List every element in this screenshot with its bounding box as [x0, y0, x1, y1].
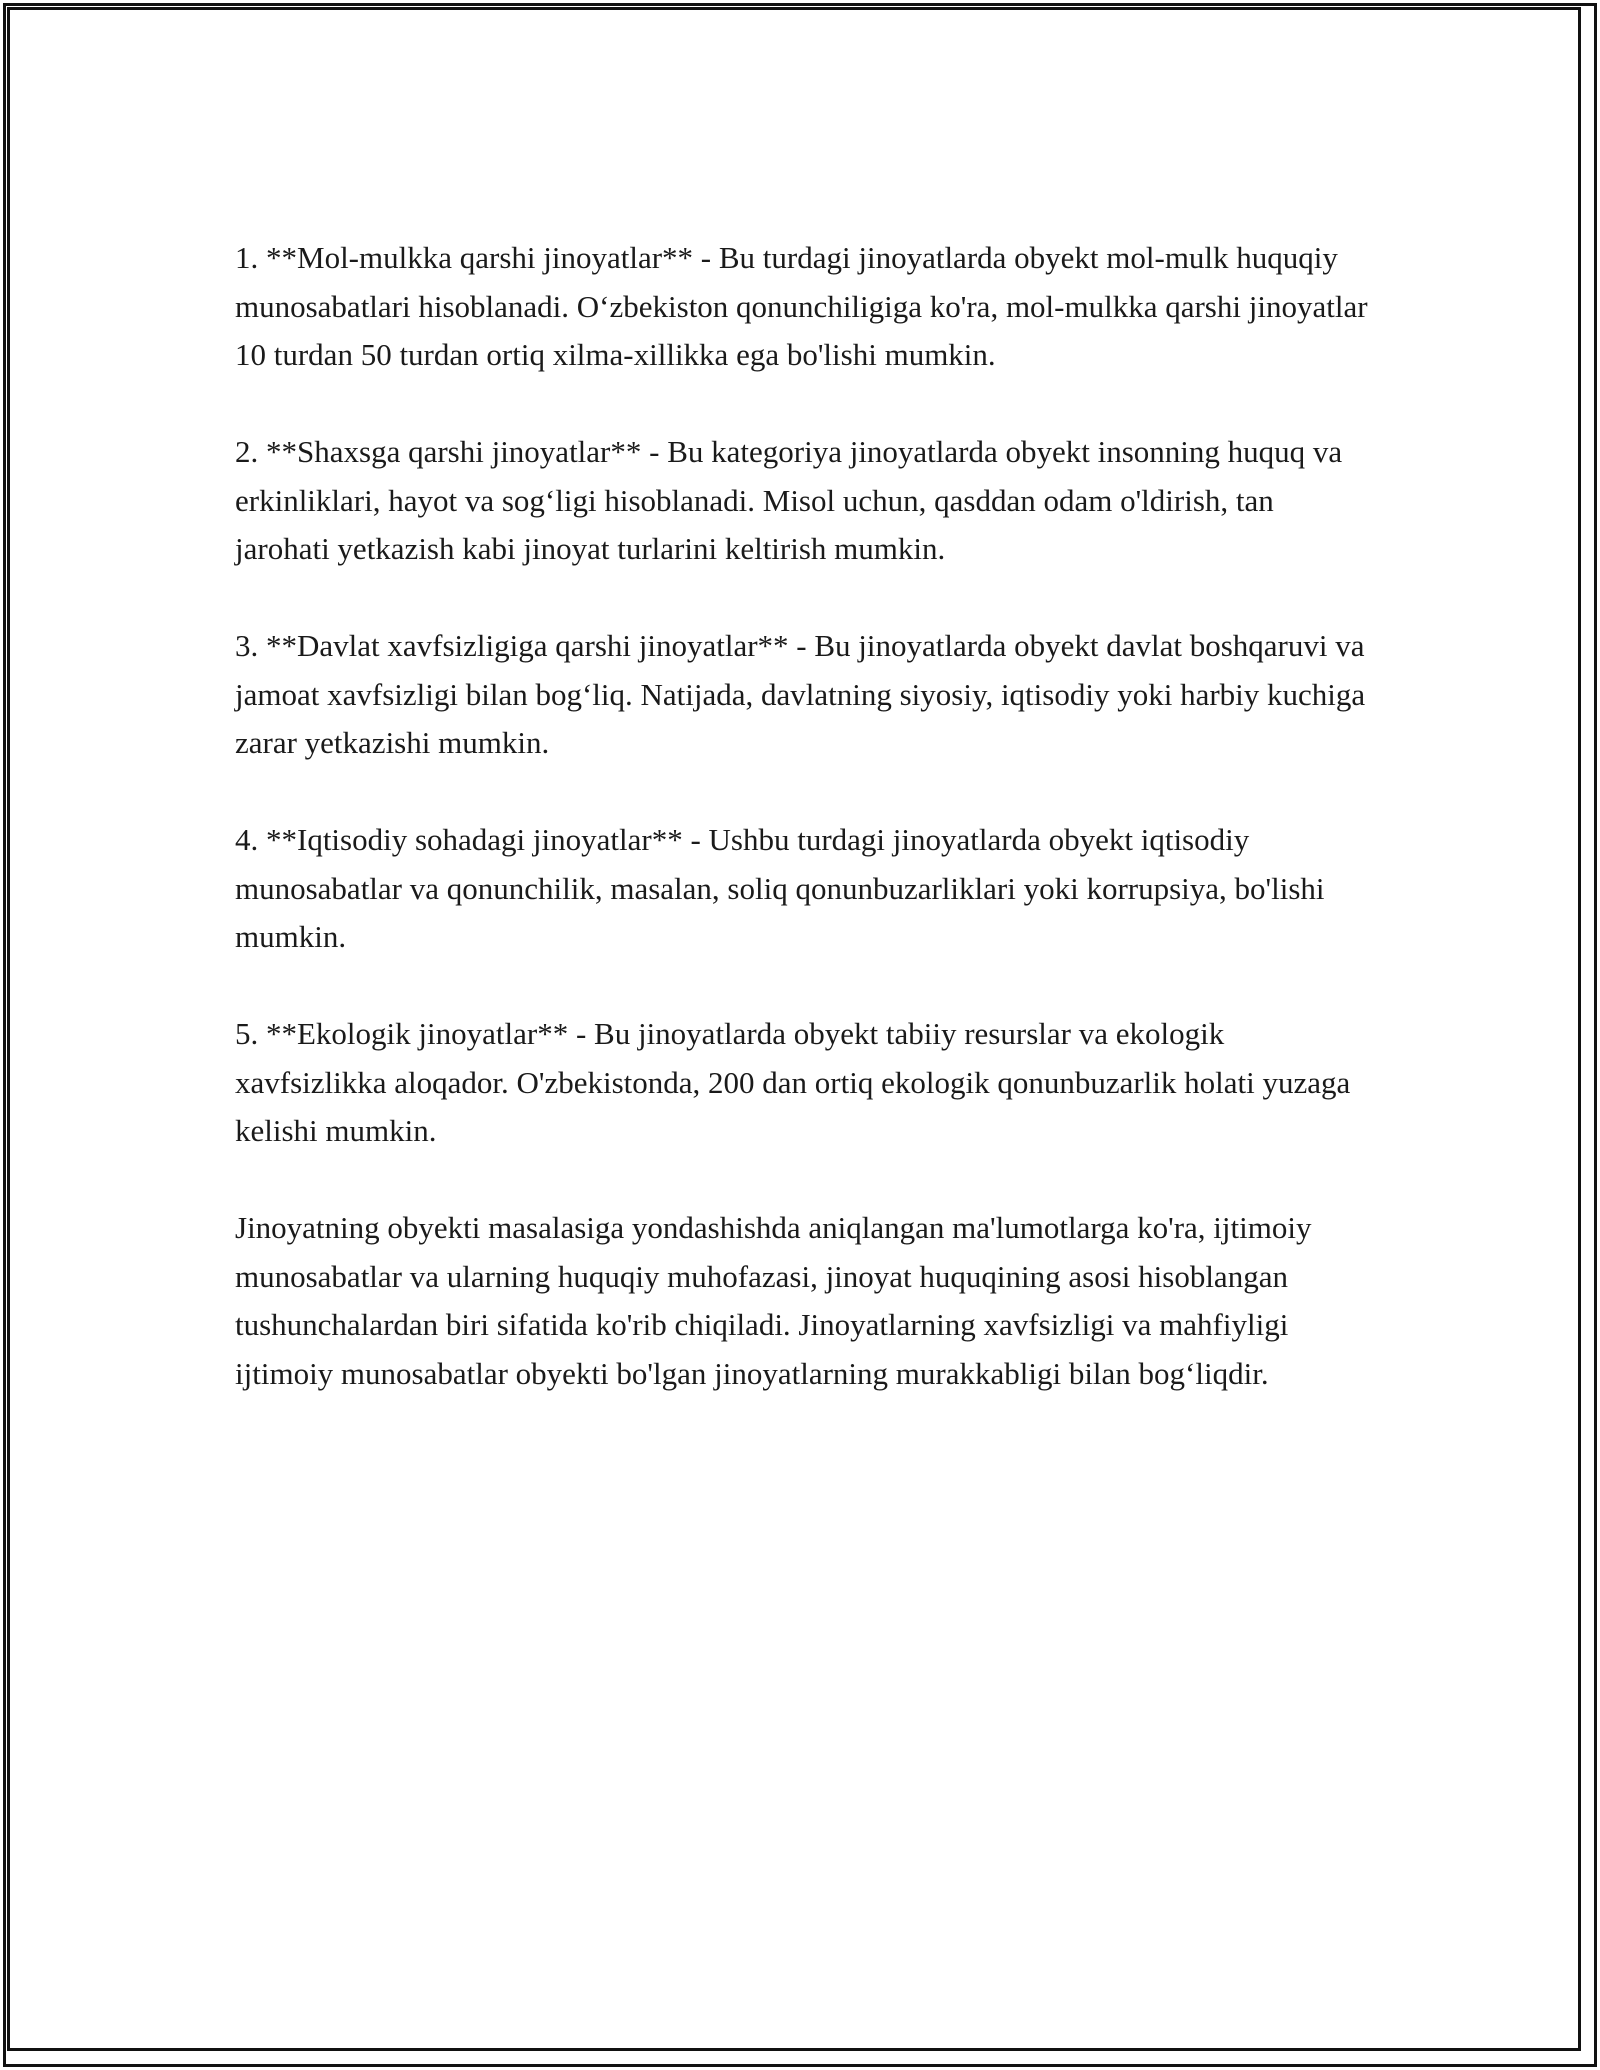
document-body [235, 234, 1375, 1398]
paragraph-economic-crimes: 4. **Iqtisodiy sohadagi jinoyatlar** - Ushbu turdagi jinoyatlarda obyekt iqtisodiy munosabatlar va qonunchilik, masalan, soliq qonunbuzarliklari yoki korrupsiya, bo'lishi mumkin. [235, 822, 1325, 954]
paragraph-state-security-crimes: 3. **Davlat xavfsizligiga qarshi jinoyatlar** - Bu jinoyatlarda obyekt davlat boshqaruvi va jamoat xavfsizligi bilan bog‘liq. Natijada, davlatning siyosiy, iqtisodiy yoki harbiy kuchiga zarar yetkazishi mumkin. [235, 628, 1366, 760]
paragraph-conclusion: Jinoyatning obyekti masalasiga yondashishda aniqlangan ma'lumotlarga ko'ra, ijtimoiy munosabatlar va ularning huquqiy muhofazasi, jinoyat huquqining asosi hisoblangan tushunchalardan biri sifatida ko'rib chiqiladi. Jinoyatlarning xavfsizligi va mahfiyligi ijtimoiy munosabatlar obyekti bo'lgan jinoyatlarning murakkabligi bilan bog‘liqdir. [235, 1210, 1312, 1391]
paragraph-ecological-crimes: 5. **Ekologik jinoyatlar** - Bu jinoyatlarda obyekt tabiiy resurslar va ekologik xavfsizlikka aloqador. O'zbekistonda, 200 dan ortiq ekologik qonunbuzarlik holati yuzaga kelishi mumkin. [235, 1016, 1351, 1148]
paragraph-property-crimes: 1. **Mol-mulkka qarshi jinoyatlar** - Bu turdagi jinoyatlarda obyekt mol-mulk huquqiy munosabatlari hisoblanadi. O‘zbekiston qonunchiligiga ko'ra, mol-mulkka qarshi jinoyatlar 10 turdan 50 turdan ortiq xilma-xillikka ega bo'lishi mumkin. [235, 240, 1368, 372]
paragraph-crimes-against-person: 2. **Shaxsga qarshi jinoyatlar** - Bu kategoriya jinoyatlarda obyekt insonning huquq va erkinliklari, hayot va sog‘ligi hisoblanadi. Misol uchun, qasddan odam o'ldirish, tan jarohati yetkazish kabi jinoyat turlarini keltirish mumkin. [235, 434, 1343, 566]
